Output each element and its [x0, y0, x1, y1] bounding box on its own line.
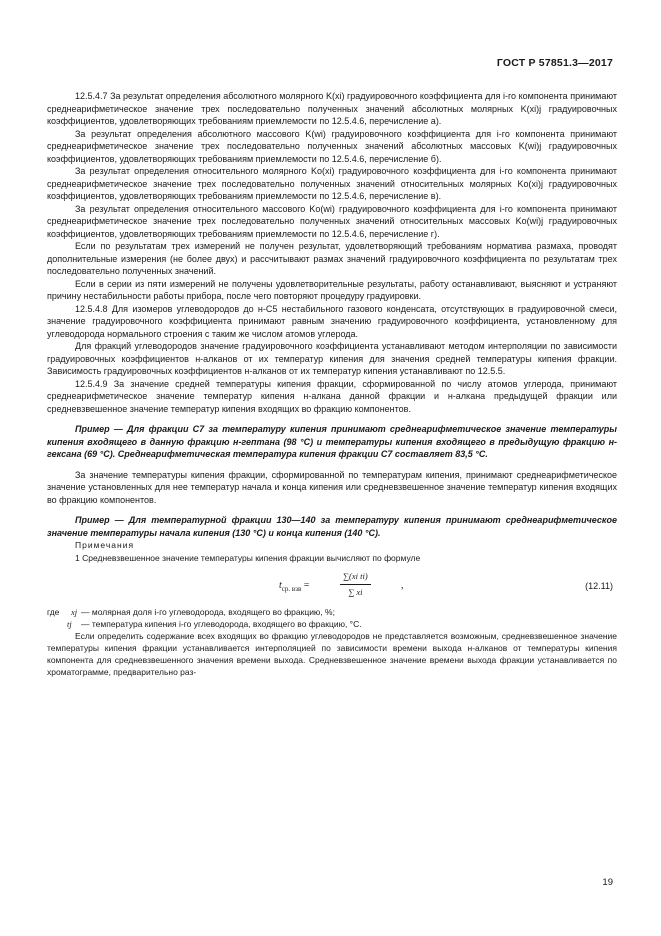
notes-title: Примечания	[75, 540, 135, 550]
paragraph: 12.5.4.8 Для изомеров углеводородов до н-C5 нестабильного газового конденсата, отсутствующих в градуировочной смеси, значение градуировочного коэффициента принимают равным значению градуировочного коэффициента, установленному для углеводорода нормального строения с таким же числом атомов углерода.	[47, 303, 617, 339]
paragraph: За результат определения относительного массового Ko(wi) градуировочного коэффициента для i-го компонента принимают среднеарифметическое значение трех последовательно полученных значений относительных массовых Ko(wi)j градуировочных коэффициентов, удовлетворяющих требованиям приемлемости по 12.5.4.6, перечисление г).	[47, 203, 617, 239]
formula-lhs: $t_{ср. взв}$ =	[279, 580, 310, 593]
document-body	[47, 90, 617, 678]
paragraph: Для фракций углеводородов значение градуировочного коэффициента устанавливают методом интерполяции по зависимости градуировочных коэффициентов н-алканов от их температур кипения для значения средней температуры кипения фракции. Зависимость градуировочных коэффициентов н-алканов от их температур кипения устанавливают по 12.5.5.	[47, 341, 617, 376]
formula-fraction	[340, 570, 371, 598]
formula-denominator: ∑ xi	[348, 586, 363, 597]
legend-row: tj — температура кипения i-го углеводорода, входящего во фракцию, °C.	[67, 619, 362, 629]
example-paragraph: Пример — Для фракции C7 за температуру кипения принимают среднеарифметическое значение температуры кипения входящего в данную фракцию н-гептана (98 °C) и температуры кипения входящего в предыдущую фракцию н-гексана (69 °C). Среднеарифметическая температура кипения фракции C7 составляет 83,5 °C.	[47, 424, 617, 459]
formula-comma: ,	[401, 580, 404, 591]
note-continuation: Если определить содержание всех входящих во фракцию углеводородов не представляется возможным, средневзвешенное значение температуры кипения фракции устанавливается интерполяцией по зависимости времени выхода н-алканов от температуры кипения компонента для средневзвешенного значения времени выхода. Средневзвешенное значение времени выхода фракции устанавливается по хроматограмме, предварительно раз-	[47, 631, 617, 677]
page-number: 19	[602, 877, 613, 888]
formula-12-11	[47, 568, 617, 606]
legend-row: где xj — молярная доля i-го углеводорода, входящего во фракцию, %;	[47, 607, 335, 617]
standard-number: ГОСТ Р 57851.3—2017	[496, 57, 613, 69]
paragraph: Если по результатам трех измерений не получен результат, удовлетворяющий требованиям норматива размаха, проводят дополнительные измерения (не более двух) и рассчитывают размах значений градуировочного коэффициента по результатам трех последовательно полученных значений.	[47, 241, 617, 276]
paragraph: 12.5.4.9 За значение средней температуры кипения фракции, сформированной по числу атомов углерода, принимают среднеарифметическое значение температур кипения н-алкана данной фракции и н-алкана предыдущей фракции или средневзвешенное значение температур кипения входящих во фракцию компонентов.	[47, 378, 617, 414]
paragraph: Если в серии из пяти измерений не получены удовлетворительные результаты, работу останавливают, выясняют и устраняют причину нестабильности работы прибора, после чего повторяют процедуру градуировки.	[47, 278, 617, 301]
example-paragraph: Пример — Для температурной фракции 130—140 за температуру кипения принимают среднеарифметическое значение температуры начала кипения (130 °C) и конца кипения (140 °C).	[47, 515, 617, 538]
paragraph: За результат определения абсолютного массового K(wi) градуировочного коэффициента для i-го компонента принимают среднеарифметическое значение трех последовательно полученных значений абсолютных массовых K(wi)j градуировочных коэффициентов, удовлетворяющих требованиям приемлемости по 12.5.4.6, перечисление б).	[47, 128, 617, 164]
formula-legend	[47, 606, 617, 630]
note-1: 1 Средневзвешенное значение температуры кипения фракции вычисляют по формуле	[75, 552, 421, 563]
paragraph: За результат определения относительного молярного Ko(xi) градуировочного коэффициента для i-го компонента принимают среднеарифметическое значение трех последовательно полученных значений относительных молярных Ko(xi)j градуировочных коэффициентов, удовлетворяющих требованиям приемлемости по 12.5.4.6, перечисление в).	[47, 166, 617, 201]
paragraph: 12.5.4.7 За результат определения абсолютного молярного K(xi) градуировочного коэффициента для i-го компонента принимают среднеарифметическое значение трех последовательно полученных значений абсолютных молярных K(xi)j градуировочных коэффициентов, удовлетворяющих требованиям приемлемости по 12.5.4.6, перечисление а).	[47, 91, 617, 126]
formula-number: (12.11)	[585, 581, 613, 591]
paragraph: За значение температуры кипения фракции, сформированной по температурам кипения, принимают среднеарифметическое значение установленных для нее температур начала и конца кипения или средневзвешенное значение температур кипения входящих во фракцию компонентов.	[47, 469, 617, 505]
formula-numerator: ∑(xi ti)	[340, 570, 371, 585]
